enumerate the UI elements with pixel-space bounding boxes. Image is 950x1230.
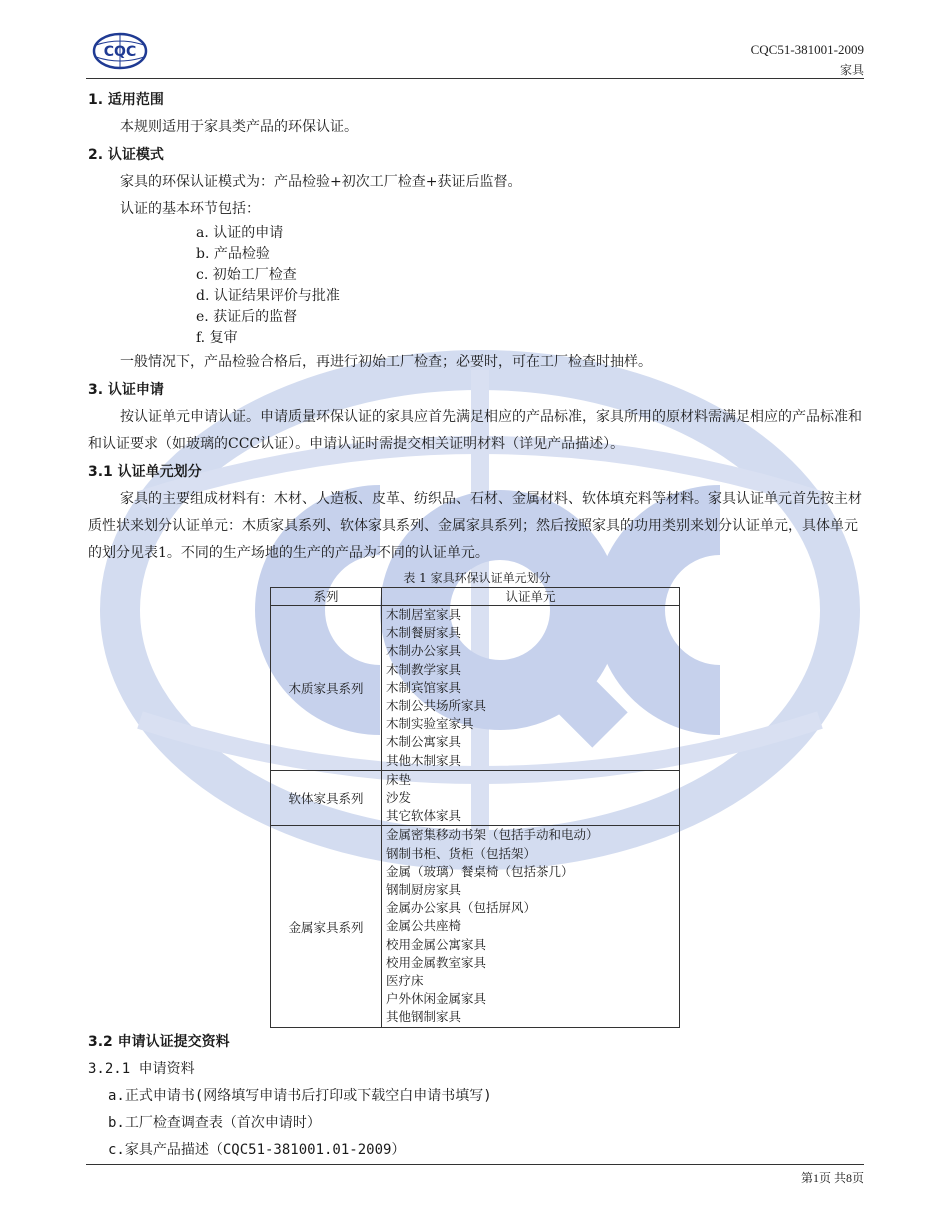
list-item: e. 获证后的监督 [196, 309, 298, 325]
unit-item: 木制公共场所家具 [386, 698, 487, 714]
certification-units-table [270, 587, 680, 1028]
unit-item: 金属（玻璃）餐桌椅（包括茶几） [386, 863, 574, 879]
cqc-logo [92, 31, 148, 71]
unit-item: 床垫 [386, 771, 412, 787]
unit-item: 金属密集移动书架（包括手动和电动） [386, 827, 599, 843]
section-3-1-title: 3.1 认证单元划分 [88, 464, 202, 480]
unit-item: 木制办公家具 [386, 643, 462, 659]
units-cell [382, 770, 680, 826]
logo-text: CQC [103, 44, 137, 60]
series-cell: 软体家具系列 [271, 770, 382, 826]
list-item: d. 认证结果评价与批准 [196, 288, 340, 304]
table-row [271, 770, 680, 826]
unit-item: 其他木制家具 [386, 752, 462, 768]
unit-item: 金属公共座椅 [386, 918, 462, 934]
section-2-note: 一般情况下，产品检验合格后，再进行初始工厂检查；必要时，可在工厂检查时抽样。 [120, 354, 652, 370]
unit-item: 户外休闲金属家具 [386, 991, 487, 1007]
table-header-row [271, 588, 680, 606]
unit-item: 木制公寓家具 [386, 734, 462, 750]
list-item: a. 认证的申请 [196, 225, 284, 241]
section-1-title: 1. 适用范围 [88, 92, 164, 108]
unit-item: 木制实验室家具 [386, 716, 474, 732]
list-item: b.工厂检查调查表（首次申请时） [108, 1114, 321, 1131]
list-item: f. 复审 [196, 330, 238, 346]
document-category: 家具 [839, 63, 864, 77]
unit-item: 木制教学家具 [386, 661, 462, 677]
page-header [86, 28, 864, 79]
page-number: 第1页 共8页 [800, 1171, 864, 1185]
unit-item: 钢制书柜、货柜（包括架） [386, 845, 537, 861]
unit-item: 其他钢制家具 [386, 1009, 462, 1025]
list-item: c.家具产品描述（CQC51-381001.01-2009） [108, 1141, 406, 1158]
section-2-steps-intro: 认证的基本环节包括： [120, 201, 260, 217]
section-2-title: 2. 认证模式 [88, 147, 164, 163]
unit-item: 校用金属教室家具 [386, 954, 487, 970]
table-row [271, 826, 680, 1027]
units-cell [382, 826, 680, 1027]
section-3-2-1-title: 3.2.1 申请资料 [88, 1060, 195, 1077]
table-row [271, 606, 680, 771]
units-cell [382, 606, 680, 771]
section-3-text: 按认证单元申请认证。申请质量环保认证的家具应首先满足相应的产品标准，家具所用的原材料需满足相应的产品标准和和认证要求（如玻璃的CCC认证）。申请认证时需提交相关证明材料（详见产品描述）。 [88, 409, 862, 452]
certification-steps-list [88, 223, 866, 349]
table-header-series: 系列 [271, 588, 382, 606]
table-caption: 表 1 家具环保认证单元划分 [403, 571, 551, 585]
unit-item: 木制宾馆家具 [386, 679, 462, 695]
document-body [88, 86, 866, 1164]
series-cell: 木质家具系列 [271, 606, 382, 771]
section-1-text: 本规则适用于家具类产品的环保认证。 [120, 119, 358, 135]
unit-item: 木制餐厨家具 [386, 625, 462, 641]
series-cell: 金属家具系列 [271, 826, 382, 1027]
page-footer [86, 1164, 864, 1185]
unit-item: 其它软体家具 [386, 808, 462, 824]
unit-item: 医疗床 [386, 973, 424, 989]
section-3-title: 3. 认证申请 [88, 382, 164, 398]
list-item: c. 初始工厂检查 [196, 267, 297, 283]
unit-item: 钢制厨房家具 [386, 882, 462, 898]
list-item: b. 产品检验 [196, 246, 270, 262]
document-code: CQC51-381001-2009 [750, 42, 864, 57]
section-3-1-text: 家具的主要组成材料有：木材、人造板、皮革、纺织品、石材、金属材料、软体填充料等材料。家具认证单元首先按主材质性状来划分认证单元：木质家具系列、软体家具系列、金属家具系列；然后按照家具的功用类别来划分认证单元，具体单元的划分见表1。不同的生产场地的生产的产品为不同的认证单元。 [88, 491, 862, 561]
unit-item: 木制居室家具 [386, 607, 462, 622]
unit-item: 沙发 [386, 790, 412, 806]
list-item: a.正式申请书(网络填写申请书后打印或下载空白申请书填写) [108, 1087, 492, 1104]
section-3-2-title: 3.2 申请认证提交资料 [88, 1033, 230, 1050]
table-header-units: 认证单元 [382, 588, 680, 606]
unit-item: 校用金属公寓家具 [386, 936, 487, 952]
unit-item: 金属办公家具（包括屏风） [386, 900, 537, 916]
section-2-mode-text: 家具的环保认证模式为：产品检验+初次工厂检查+获证后监督。 [120, 174, 522, 190]
